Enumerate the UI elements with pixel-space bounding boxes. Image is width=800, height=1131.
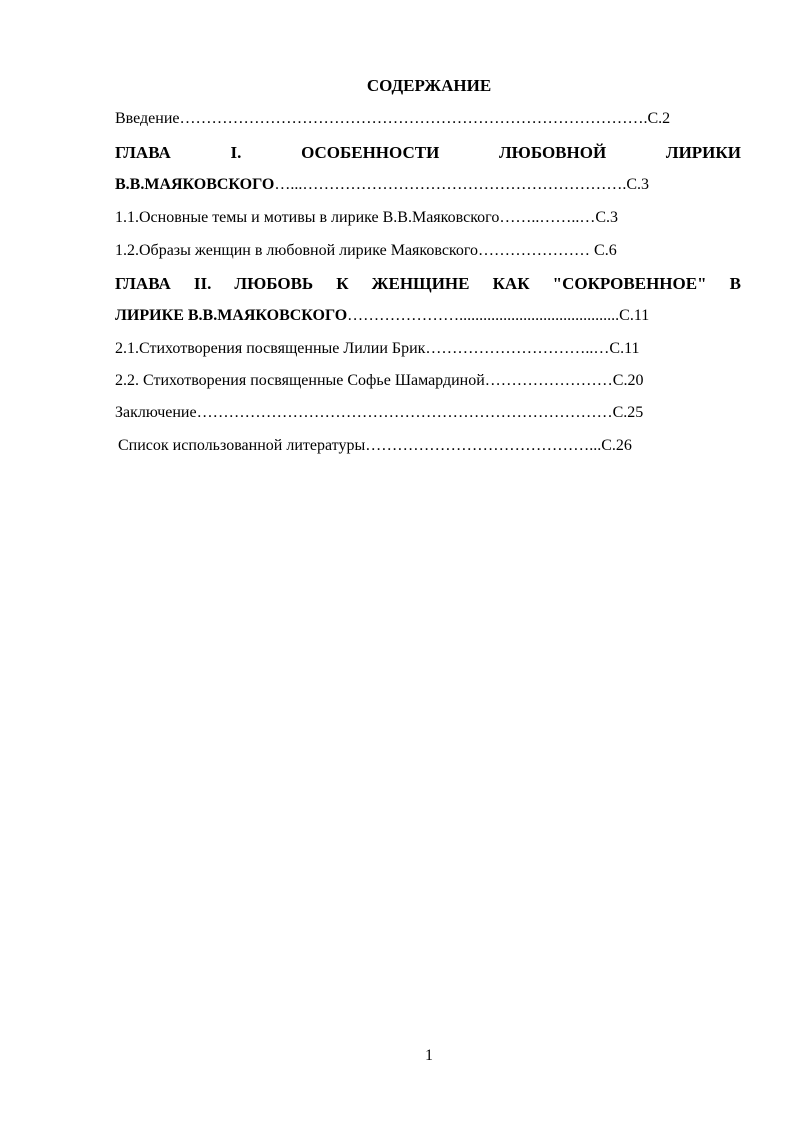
chapter1-author: В.В.МАЯКОВСКОГО [115,176,275,193]
toc-title: СОДЕРЖАНИЕ [366,76,492,95]
toc-entry-conclusion: Заключение……………………………………………………………………С.25 [115,404,644,421]
chapter1-word: ОСОБЕННОСТИ [301,143,440,162]
chapter2-word: ГЛАВА [115,274,171,293]
toc-entry-section-1-1: 1.1.Основные темы и мотивы в лирике В.В.Маяковского……..……..…С.3 [115,209,618,226]
toc-entry-section-1-2: 1.2.Образы женщин в любовной лирике Маяковского………………… С.6 [115,242,617,259]
chapter2-word: К [336,274,349,293]
toc-entry-chapter2-continuation [115,307,649,325]
chapter1-word: ГЛАВА [115,143,171,162]
toc-entry-chapter1-heading [115,143,741,163]
toc-entry-section-2-1: 2.1.Стихотворения посвященные Лилии Брик…………………………..…С.11 [115,340,640,357]
chapter2-word: В [729,274,741,293]
chapter2-word: II. [193,274,212,293]
chapter1-word: ЛИРИКИ [665,143,741,162]
page-number: 1 [425,1047,433,1064]
chapter2-title-end: ЛИРИКЕ В.В.МАЯКОВСКОГО [115,307,348,324]
chapter2-word: КАК [492,274,530,293]
toc-entry-chapter1-continuation [115,176,649,194]
chapter1-word: I. [230,143,242,162]
toc-entry-chapter2-heading [115,274,741,294]
chapter2-word: ЛЮБОВЬ [234,274,314,293]
chapter1-leader: …...…………………………………………………….С.3 [274,176,649,193]
toc-entry-references: Список использованной литературы……………………………………...С.26 [118,437,632,454]
chapter2-word: "СОКРОВЕННОЕ" [552,274,707,293]
chapter2-word: ЖЕНЩИНЕ [371,274,470,293]
chapter1-word: ЛЮБОВНОЙ [499,143,607,162]
chapter2-leader: …………………........................................С.11 [347,307,650,324]
toc-entry-intro: Введение…………………………………………………………………………….С.2 [115,110,671,127]
toc-entry-section-2-2: 2.2. Стихотворения посвященные Софье Шамардиной……………………С.20 [115,372,644,389]
